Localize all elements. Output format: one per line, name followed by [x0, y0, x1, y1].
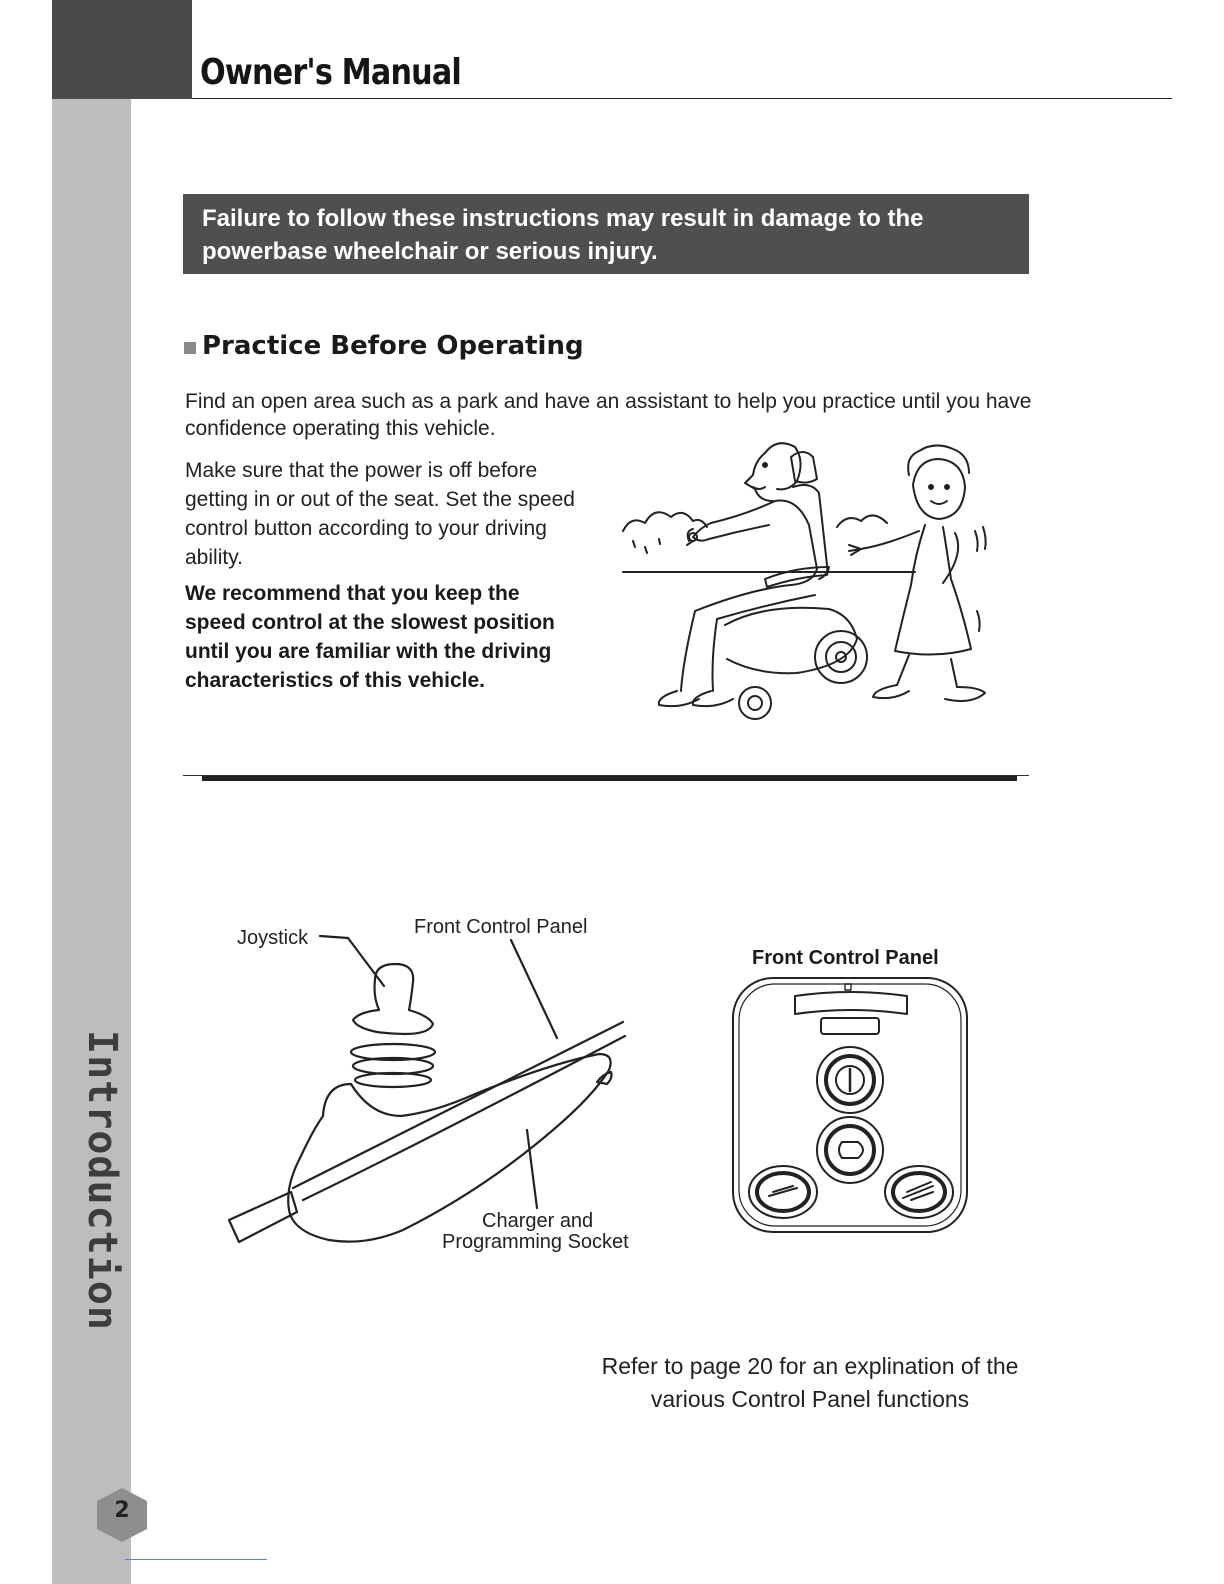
- warning-banner: [183, 194, 1029, 274]
- sidebar-strip: [52, 99, 131, 1584]
- section-side-label: Introduction: [79, 1030, 125, 1331]
- warning-text: Failure to follow these instructions may result in damage to the powerbase wheelchair or serious injury.: [202, 205, 924, 265]
- joystick-label: Joystick: [237, 927, 309, 949]
- header-rule: [192, 98, 1172, 99]
- reference-line-1: Refer to page 20 for an explination of the: [601, 1353, 1019, 1379]
- page-number: 2: [114, 1498, 130, 1523]
- front-control-panel-label: Front Control Panel: [414, 916, 588, 938]
- intro-paragraph: Find an open area such as a park and have an assistant to help you practice until you have confidence operating this vehicle.: [185, 390, 1032, 440]
- recommendation-paragraph: We recommend that you keep the speed control at the slowest position until you are familiar with the driving characteristics of this vehicle.: [185, 582, 555, 692]
- divider-thick: [202, 776, 1017, 781]
- section-heading: Practice Before Operating: [202, 331, 584, 361]
- reference-note: [560, 1350, 1060, 1416]
- front-control-panel-diagram: [725, 970, 975, 1240]
- header-tab-block: [52, 0, 192, 99]
- page-title: Owner's Manual: [200, 52, 461, 93]
- power-paragraph: Make sure that the power is off before getting in or out of the seat. Set the speed control button according to your driving ability.: [185, 459, 575, 569]
- wheelchair-practice-illustration: [615, 435, 1030, 730]
- panel-diagram-title: Front Control Panel: [752, 947, 939, 969]
- reference-line-2: various Control Panel functions: [650, 1386, 970, 1412]
- footer-link-underline: [125, 1559, 267, 1560]
- socket-label-line2: Programming Socket: [442, 1231, 629, 1253]
- section-bullet-icon: [184, 342, 196, 354]
- socket-label-line1: Charger and: [482, 1210, 594, 1232]
